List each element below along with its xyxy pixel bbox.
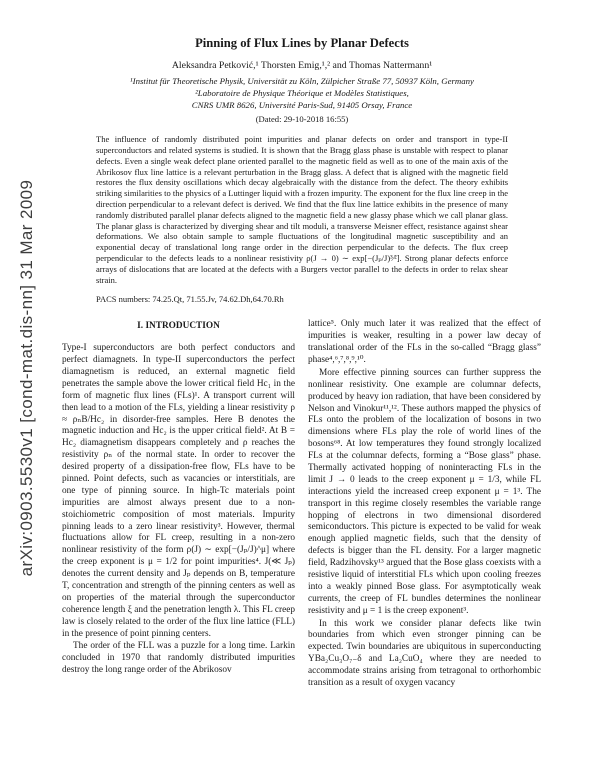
paragraph: More effective pinning sources can further suppress the nonlinear resistivity. One example are columnar defects, produced by heavy ion radiation, that have been considered by Nelson and Vinokur¹¹,¹². These authors mapped the physics of FLs onto the problem of the localization of bosons in two dimensions where FLs play the role of world lines of the bosons⁶⁸. At low temperatures they found strongly localized FLs at the columnar defects, forming a “Bose glass” phase. Thermally activated hopping of noninteracting FLs in the limit J → 0 leads to the creep exponent μ = 1/3, while FL interactions yield the increased creep exponent μ = 1³. The transport in this regime closely resembles the variable range hopping of electrons in two dimensional disordered semiconductors. This picture is expected to be valid for weak enough applied magnetic fields, such that the density of defects is bigger than the FL density. For a larger magnetic field, Radzihovsky¹³ argued that the Bose glass coexists with a resistive liquid of interstitial FLs which upon cooling freezes into a weakly pinned Bose glass. For asymptotically weak currents, the creep of FL bundles determines the nonlinear resistivity and μ = 1 is the creep exponent³. — [308, 367, 541, 616]
affiliation-3: CNRS UMR 8626, Université Paris-Sud, 91405 Orsay, France — [191, 99, 413, 110]
paper-title: Pinning of Flux Lines by Planar Defects — [195, 36, 409, 50]
body-columns — [62, 319, 542, 690]
affiliation-2: ²Laboratoire de Physique Théorique et Modèles Statistiques, — [195, 87, 409, 98]
paragraph: Type-I superconductors are both perfect conductors and perfect diamagnets. In type-II superconductors the perfect diamagnetism is reduced, an external magnetic field penetrates the sample above the lower critical field Hc₁ in the form of magnetic flux lines (FLs)¹. A transport current will then lead to a motion of the FLs, yielding a linear resistivity ρ ≈ ρₙB/Hc₂ in disorder-free samples. Here B denotes the magnetic induction and Hc₂ is the upper critical field². At B = Hc₂ diamagnetism disappears completely and ρ reaches the resistivity ρₙ of the normal state. In order to recover the desired property of a dissipation-free flow, FLs have to be pinned. Point defects, such as vacancies or interstitials, are one type of pinning source. In high-Tc materials point impurities are almost always present due to a non-stoichiometric composition of most materials. Impurity pinning leads to a zero linear resistivity³. However, thermal fluctuations allow for FL creep, resulting in a non-zero nonlinear resistivity of the form ρ(J) ∼ exp[−(Jₚ/J)^μ] where the creep exponent is μ = 1/2 for point impurities⁴. J(≪ Jₚ) denotes the current density and Jₚ depends on B, temperature T, concentration and strength of the pinning centers as well as on properties of the material through the superconductor coherence length ξ and the penetration length λ. This FL creep law is closely related to the order of the flux line lattice (FLL) in the presence of point pinning centers. — [62, 343, 295, 639]
column-left — [62, 319, 295, 690]
paragraph: The order of the FLL was a puzzle for a long time. Larkin concluded in 1970 that randomly distributed impurities destroy the long range order of the Abrikosov — [62, 641, 295, 676]
affiliation-1: ¹Institut für Theoretische Physik, Universität zu Köln, Zülpicher Straße 77, 50937 Köln, Germany — [130, 76, 474, 86]
authors-line: Aleksandra Petković,¹ Thorsten Emig,¹,² and Thomas Nattermann¹ — [171, 60, 433, 71]
affiliations — [62, 76, 542, 111]
column-right — [308, 319, 541, 690]
paragraph: lattice⁵. Only much later it was realized that the effect of impurities is weaker, resulting in a power law decay of translational order of the FLs in the so-called “Bragg glass” phase⁴,⁶,⁷,⁸,⁹,¹⁰. — [308, 319, 541, 365]
paper-content — [62, 0, 542, 690]
abstract-text: The influence of randomly distributed point impurities and planar defects on order and transport in type-II superconductors and related systems is studied. It is shown that the Bragg glass phase is unstable with respect to planar defects. Even a single weak defect plane oriented parallel to the magnetic field as well as to one of the main axis of the Abrikosov flux line lattice is a relevant perturbation in the Bragg glass. A defect that is aligned with the magnetic field restores the flux density oscillations which decay algebraically with the distance from the defect. The theory exhibits striking similarities to the physics of a Luttinger liquid with a frozen impurity. The exponent for the flux line creep in the direction perpendicular to a relevant defect is derived. We find that the flux line lattice exhibits in the presence of many randomly distributed parallel planar defects aligned to the magnetic field a new glassy phase which we call planar glass. The planar glass is characterized by diverging shear and tilt moduli, a transverse Meisner effect, resistance against shear deformations. We also obtain sample to sample fluctuations of the longitudinal magnetic susceptibility and an exponential decay of translational long range order in the direction perpendicular to the defects. The flux creep perpendicular to the defects leads to a nonlinear resistivity ρ(J → 0) ∼ exp[−(Jₚ/J)³⁄²]. Strong planar defects enforce arrays of dislocations that are located at the defects with a Burgers vector parallel to the defects in order to relax shear strain. — [96, 134, 508, 285]
dated-line: (Dated: 29-10-2018 16:55) — [255, 114, 349, 125]
arxiv-banner: arXiv:0903.5530v1 [cond-mat.dis-nn] 31 Mar 2009 — [17, 179, 36, 577]
section-heading-introduction: I. INTRODUCTION — [137, 321, 220, 332]
paragraph: In this work we consider planar defects like twin boundaries from which even stronger pinning can be expected. Twin boundaries are ubiquitous in superconducting YBa₂Cu₃O₇₋δ and La₂CuO₄ where they are needed to accommodate strains arising from tetragonal to orthorhombic transition as a result of oxygen vacancy — [308, 618, 541, 688]
pacs-line: PACS numbers: 74.25.Qt, 71.55.Jv, 74.62.Dh,64.70.Rh — [96, 294, 284, 305]
